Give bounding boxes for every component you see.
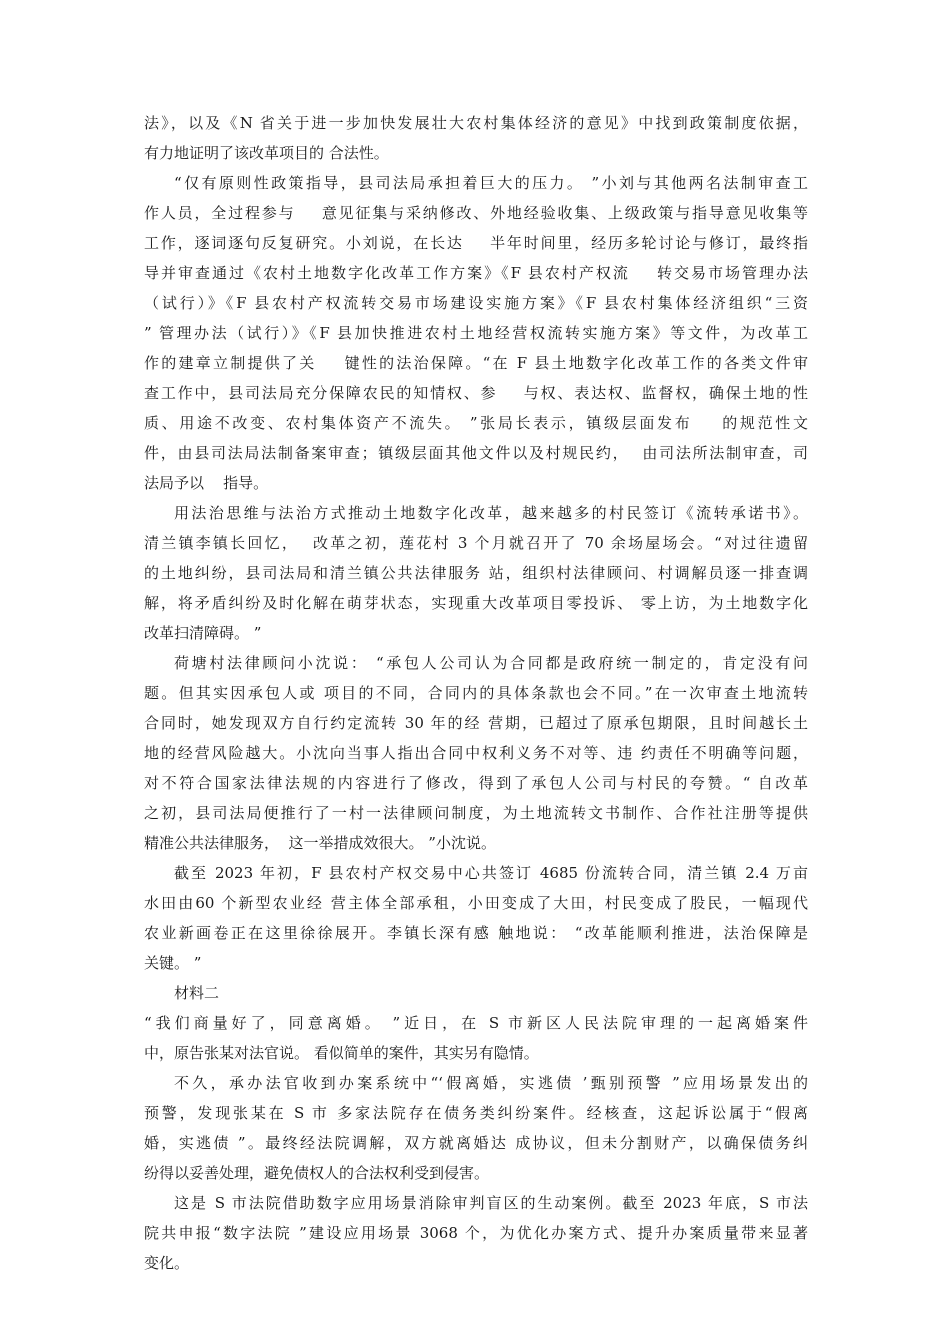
text-line: 材料二 [174,984,220,1002]
text-line: “仅有原则性政策指导，县司法局承担着巨大的压力。 ”小刘与其他两名法制审查工 [174,174,808,192]
text-line: 作人员，全过程参与 意见征集与采纳修改、外地经验收集、上级政策与指导意见收集等 [144,204,808,222]
text-line: 农业新画卷正在这里徐徐展开。李镇长深有感 触地说： “改革能顺利推进，法治保障是 [144,924,808,942]
text-line: 题。但其实因承包人或 项目的不同，合同内的具体条款也会不同。”在一次审查土地流转 [144,684,808,702]
text-line: 变化。 [144,1254,190,1272]
text-line: 用法治思维与法治方式推动土地数字化改革，越来越多的村民签订《流转承诺书》。 [174,504,808,522]
text-line: 婚，实逃债 ”。最终经法院调解，双方就离婚达 成协议，但未分割财产，以确保债务纠 [144,1134,808,1152]
text-line: 对不符合国家法律法规的内容进行了修改，得到了承包人公司与村民的夸赞。“ 自改革 [144,774,808,792]
text-line: 法局予以 指导。 [144,474,269,492]
text-line: 截至 2023 年初，F 县农村产权交易中心共签订 4685 份流转合同，清兰镇 2.4 万亩 [174,864,808,882]
text-line: 荷塘村法律顾问小沈说： “承包人公司认为合同都是政府统一制定的，肯定没有问 [174,654,808,672]
text-line: 预警，发现张某在 S 市 多家法院存在债务类纠纷案件。经核查，这起诉讼属于“假离 [144,1104,808,1122]
document-body [144,108,808,1278]
text-line: 改革扫清障碍。 ” [144,624,262,642]
text-line: 法》，以及《N 省关于进一步加快发展壮大农村集体经济的意见》中找到政策制度依据， [144,114,808,132]
text-line: 之初，县司法局便推行了一村一法律顾问制度，为土地流转文书制作、合作社注册等提供 [144,804,808,822]
text-line: ” 管理办法（试行）》《F 县加快推进农村土地经营权流转实施方案》等文件，为改革工 [144,324,808,342]
text-line: 件，由县司法局法制备案审查；镇级层面其他文件以及村规民约， 由司法所法制审查，司 [144,444,808,462]
text-line: 导并审查通过《农村土地数字化改革工作方案》《F 县农村产权流 转交易市场管理办法 [144,264,808,282]
text-line: 清兰镇李镇长回忆， 改革之初，莲花村 3 个月就召开了 70 余场屋场会。“对过往遗留 [144,534,808,552]
text-line: 有力地证明了该改革项目的 合法性。 [144,144,389,162]
text-line: 不久，承办法官收到办案系统中“‘假离婚，实逃债 ’甄别预警 ”应用场景发出的 [174,1074,808,1092]
text-line: 水田由60 个新型农业经 营主体全部承租，小田变成了大田，村民变成了股民，一幅现代 [144,894,808,912]
text-line: 关键。 ” [144,954,202,972]
text-line: 作的建章立制提供了关 键性的法治保障。“在 F 县土地数字化改革工作的各类文件审 [144,354,808,372]
text-line: 工作，逐词逐句反复研究。小刘说，在长达 半年时间里，经历多轮讨论与修订，最终指 [144,234,808,252]
text-line: 这是 S 市法院借助数字应用场景消除审判盲区的生动案例。截至 2023 年底，S 市法 [174,1194,808,1212]
text-line: 质、用途不改变、农村集体资产不流失。 ”张局长表示，镇级层面发布 的规范性文 [144,414,808,432]
text-line: 解，将矛盾纠纷及时化解在萌芽状态，实现重大改革项目零投诉、 零上访，为土地数字化 [144,594,808,612]
text-line: （试行）》《F 县农村产权流转交易市场建设实施方案》《F 县农村集体经济组织“三资 [144,294,808,312]
text-line: “我们商量好了，同意离婚。 ”近日，在 S 市新区人民法院审理的一起离婚案件 [144,1014,808,1032]
text-line: 合同时，她发现双方自行约定流转 30 年的经 营期，已超过了原承包期限，且时间越长土 [144,714,808,732]
text-line: 查工作中，县司法局充分保障农民的知情权、参 与权、表达权、监督权，确保土地的性 [144,384,808,402]
text-line: 中，原告张某对法官说。 看似简单的案件，其实另有隐情。 [144,1044,539,1062]
text-line: 的土地纠纷，县司法局和清兰镇公共法律服务 站，组织村法律顾问、村调解员逐一排查调 [144,564,808,582]
text-line: 纷得以妥善处理，避免债权人的合法权利受到侵害。 [144,1164,490,1182]
text-line: 地的经营风险越大。小沈向当事人指出合同中权利义务不对等、违 约责任不明确等问题， [144,744,808,762]
text-line: 院共申报“数字法院 ”建设应用场景 3068 个，为优化办案方式、提升办案质量带来显著 [144,1224,808,1242]
text-line: 精准公共法律服务， 这一举措成效很大。 ”小沈说。 [144,834,496,852]
